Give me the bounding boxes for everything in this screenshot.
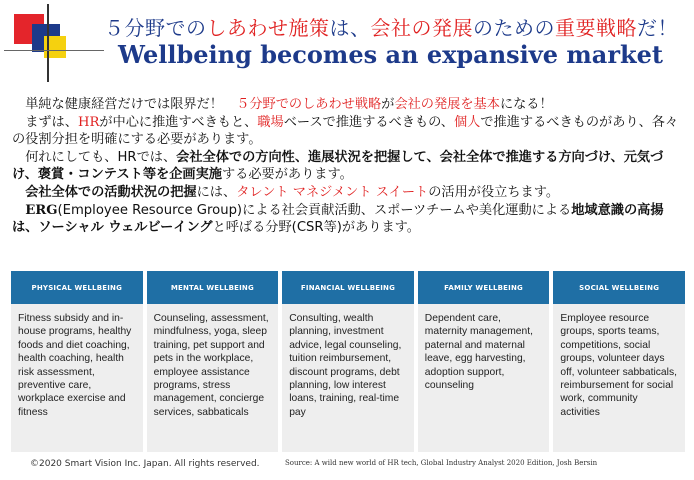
logo-horizontal-line: [4, 50, 104, 51]
paragraph-1: 単純な健康経営だけでは限界だ！ ５分野でのしあわせ戦略が会社の発展を基本になる！: [25, 97, 553, 112]
column-social-wellbeing: [553, 271, 685, 452]
paragraph-3: 何れにしても、HRでは、会社全体での方向性、進展状況を把握して、会社全体で推進する方向づけ、元気づけ、褒賞・コンテスト等を企画実施する必要があります。: [12, 149, 664, 183]
column-header: MENTAL WELLBEING: [147, 271, 279, 304]
title-part: のための: [473, 16, 555, 40]
paragraph-4: 会社全体での活動状況の把握には、タレント マネジメント スイートの活用が役立ちます。: [25, 184, 560, 200]
logo-vertical-line: [47, 4, 49, 82]
title-part: 重要戦略: [555, 16, 637, 40]
wellbeing-table: [11, 271, 685, 452]
column-header: FINANCIAL WELLBEING: [282, 271, 414, 304]
column-body: Employee resource groups, sports teams, competitions, social groups, volunteer days off, volunteer sabbaticals, reimbursement for social work, community activities: [560, 313, 677, 418]
column-body: Consulting, wealth planning, investment advice, legal counseling, tuition reimbursement, discount programs, debt planning, low interest loans, training, real-time pay: [289, 313, 402, 418]
body-text: [12, 96, 684, 237]
column-body: Counseling, assessment, mindfulness, yoga, sleep training, pet support and pets in the workplace, employee assistance programs, stress management, concierge services, sabbaticals: [153, 313, 269, 418]
column-body: Dependent care, maternity management, paternal and maternal leave, egg harvesting, adoption support, counseling: [424, 313, 533, 392]
page-title-japanese: [104, 12, 684, 41]
paragraph-2: まずは、HRが中心に推進すべきもと、職場ベースで推進するべきもの、個人で推進するべきものがあり、各々の役割分担を明確にする必要があります。: [12, 114, 679, 148]
title-part: ５分野での: [104, 16, 207, 40]
column-mental-wellbeing: [147, 271, 279, 452]
column-header: PHYSICAL WELLBEING: [11, 271, 143, 304]
paragraph-5: ERG(Employee Resource Group)による社会貢献活動、スポーツチームや美化運動による地域意識の高揚は、ソーシャル ウェルビーイングと呼ばる分野(CSR等)があります。: [12, 202, 664, 236]
source-citation: Source: A wild new world of HR tech, Global Industry Analyst 2020 Edition, Josh Bersin: [285, 459, 598, 467]
column-physical-wellbeing: [11, 271, 143, 452]
copyright-text: ©2020 Smart Vision Inc. Japan. All rights reserved.: [30, 459, 260, 469]
column-financial-wellbeing: [282, 271, 414, 452]
column-header: SOCIAL WELLBEING: [553, 271, 685, 304]
title-part: は、: [329, 16, 371, 40]
title-part: しあわせ施策: [206, 16, 330, 40]
column-family-wellbeing: [418, 271, 550, 452]
column-header: FAMILY WELLBEING: [418, 271, 550, 304]
title-part: だ！: [637, 16, 678, 40]
title-part: 会社の発展: [370, 16, 473, 40]
column-body: Fitness subsidy and in-house programs, healthy foods and diet coaching, health coaching, health risk assessment, preventive care, workplace exercise and fitness: [18, 313, 132, 418]
page-title-english: Wellbeing becomes an expansive market: [118, 40, 663, 69]
